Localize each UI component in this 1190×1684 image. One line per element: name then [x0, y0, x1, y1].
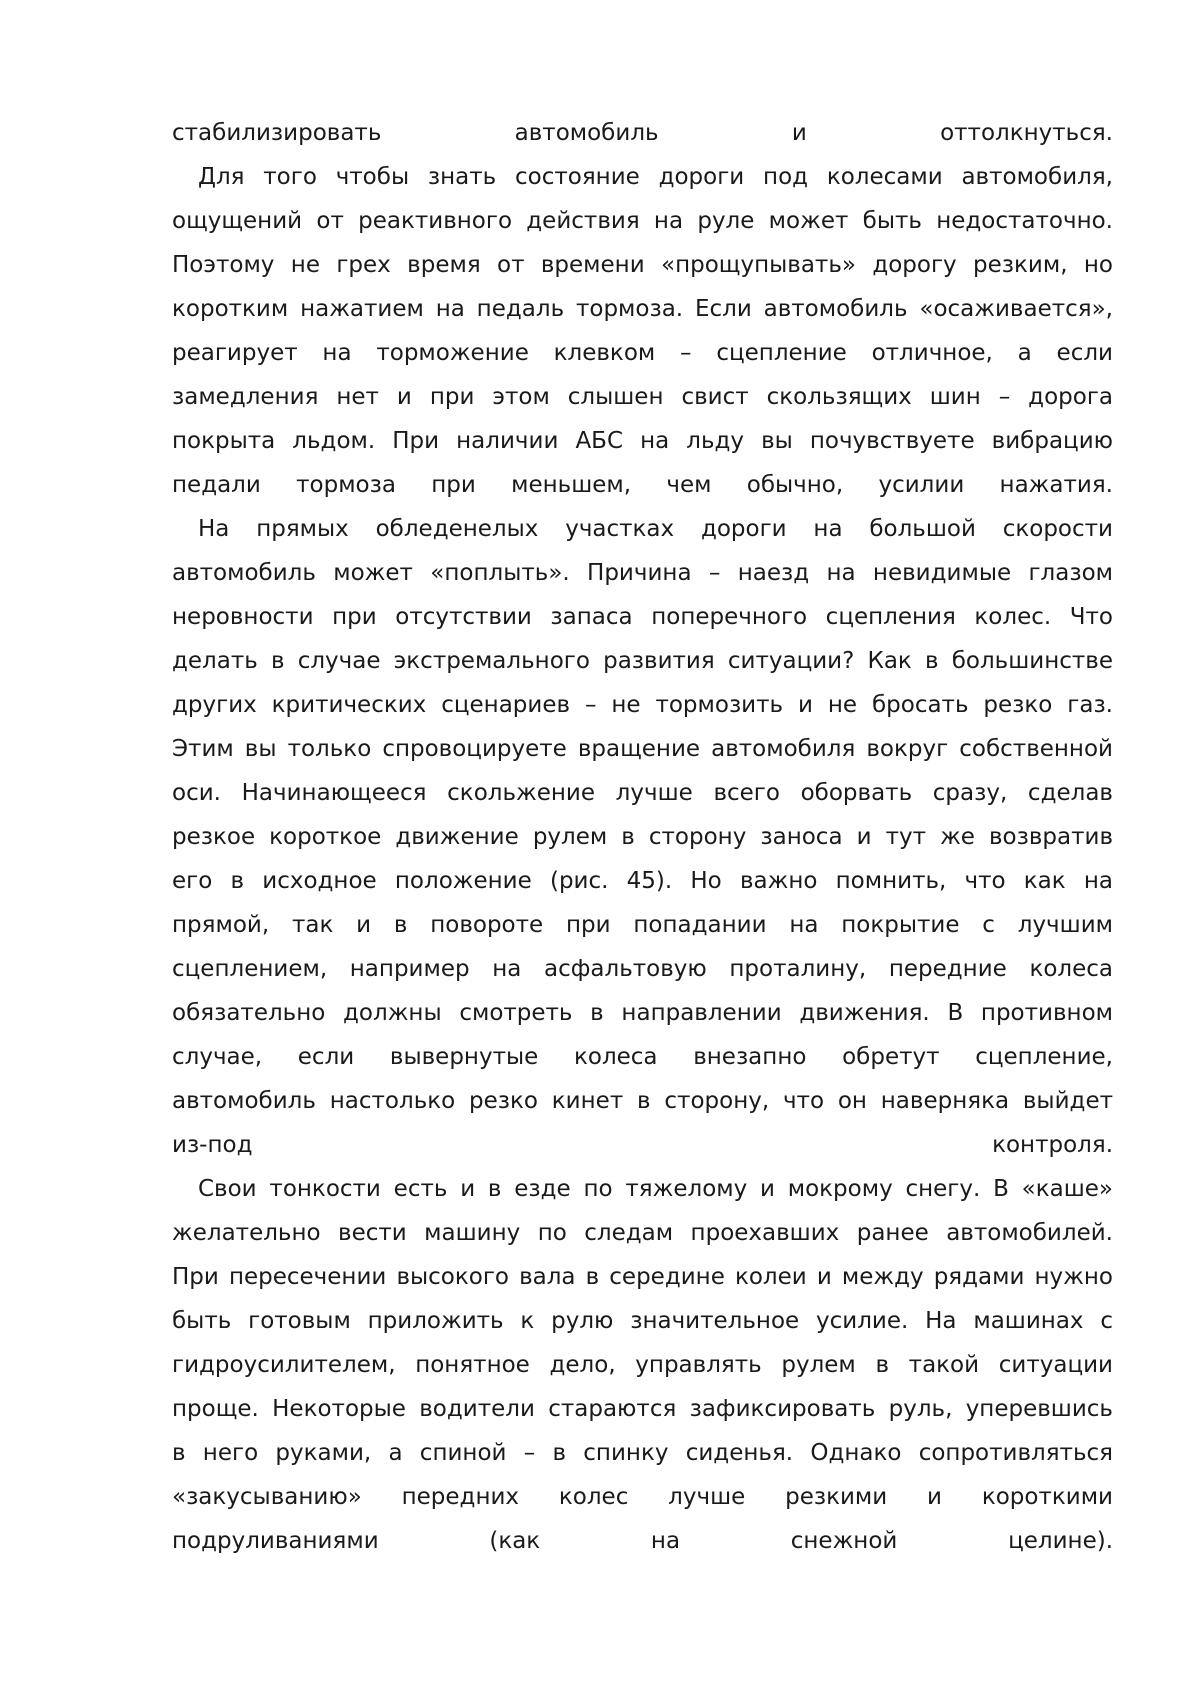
- text-line: «закусыванию» передних колес лучше резкими и короткими: [172, 1484, 1113, 1510]
- text-line: его в исходное положение (рис. 45). Но важно помнить, что как на: [172, 868, 1113, 894]
- text-line: замедления нет и при этом слышен свист скользящих шин – дорога: [172, 384, 1113, 410]
- text-line: Свои тонкости есть и в езде по тяжелому и мокрому снегу. В «каше»: [198, 1176, 1113, 1202]
- text-line: проще. Некоторые водители стараются зафиксировать руль, уперевшись: [172, 1396, 1113, 1422]
- text-line: стабилизировать автомобиль и оттолкнуться.: [172, 120, 1113, 146]
- text-line: Этим вы только спровоцируете вращение автомобиля вокруг собственной: [172, 736, 1113, 762]
- text-line: Поэтому не грех время от времени «прощупывать» дорогу резким, но: [172, 252, 1113, 278]
- text-line: быть готовым приложить к рулю значительное усилие. На машинах с: [172, 1308, 1113, 1334]
- text-line: прямой, так и в повороте при попадании на покрытие с лучшим: [172, 912, 1113, 938]
- text-line: обязательно должны смотреть в направлении движения. В противном: [172, 1000, 1113, 1026]
- text-line: в него руками, а спиной – в спинку сиденья. Однако сопротивляться: [172, 1440, 1113, 1466]
- text-line: резкое короткое движение рулем в сторону заноса и тут же возвратив: [172, 824, 1113, 850]
- text-line: покрыта льдом. При наличии АБС на льду вы почувствуете вибрацию: [172, 428, 1113, 454]
- text-line: ощущений от реактивного действия на руле может быть недостаточно.: [172, 208, 1113, 234]
- text-line: подруливаниями (как на снежной целине).: [172, 1528, 1113, 1554]
- text-line: оси. Начинающееся скольжение лучше всего оборвать сразу, сделав: [172, 780, 1113, 806]
- document-body-text: [172, 111, 1113, 1563]
- text-line: автомобиль может «поплыть». Причина – наезд на невидимые глазом: [172, 560, 1113, 586]
- text-line: При пересечении высокого вала в середине колеи и между рядами нужно: [172, 1264, 1113, 1290]
- text-line: педали тормоза при меньшем, чем обычно, усилии нажатия.: [172, 472, 1113, 498]
- text-line: гидроусилителем, понятное дело, управлять рулем в такой ситуации: [172, 1352, 1113, 1378]
- text-line: делать в случае экстремального развития ситуации? Как в большинстве: [172, 648, 1113, 674]
- text-line: случае, если вывернутые колеса внезапно обретут сцепление,: [172, 1044, 1113, 1070]
- text-line: автомобиль настолько резко кинет в сторону, что он наверняка выйдет: [172, 1088, 1113, 1114]
- text-line: Для того чтобы знать состояние дороги под колесами автомобиля,: [198, 164, 1113, 190]
- text-line: реагирует на торможение клевком – сцепление отличное, а если: [172, 340, 1113, 366]
- text-line: других критических сценариев – не тормозить и не бросать резко газ.: [172, 692, 1113, 718]
- text-line: из-под контроля.: [172, 1132, 1113, 1158]
- text-line: сцеплением, например на асфальтовую проталину, передние колеса: [172, 956, 1113, 982]
- text-line: желательно вести машину по следам проехавших ранее автомобилей.: [172, 1220, 1113, 1246]
- text-line: неровности при отсутствии запаса поперечного сцепления колес. Что: [172, 604, 1113, 630]
- text-line: коротким нажатием на педаль тормоза. Если автомобиль «осаживается»,: [172, 296, 1113, 322]
- text-line: На прямых обледенелых участках дороги на большой скорости: [198, 516, 1113, 542]
